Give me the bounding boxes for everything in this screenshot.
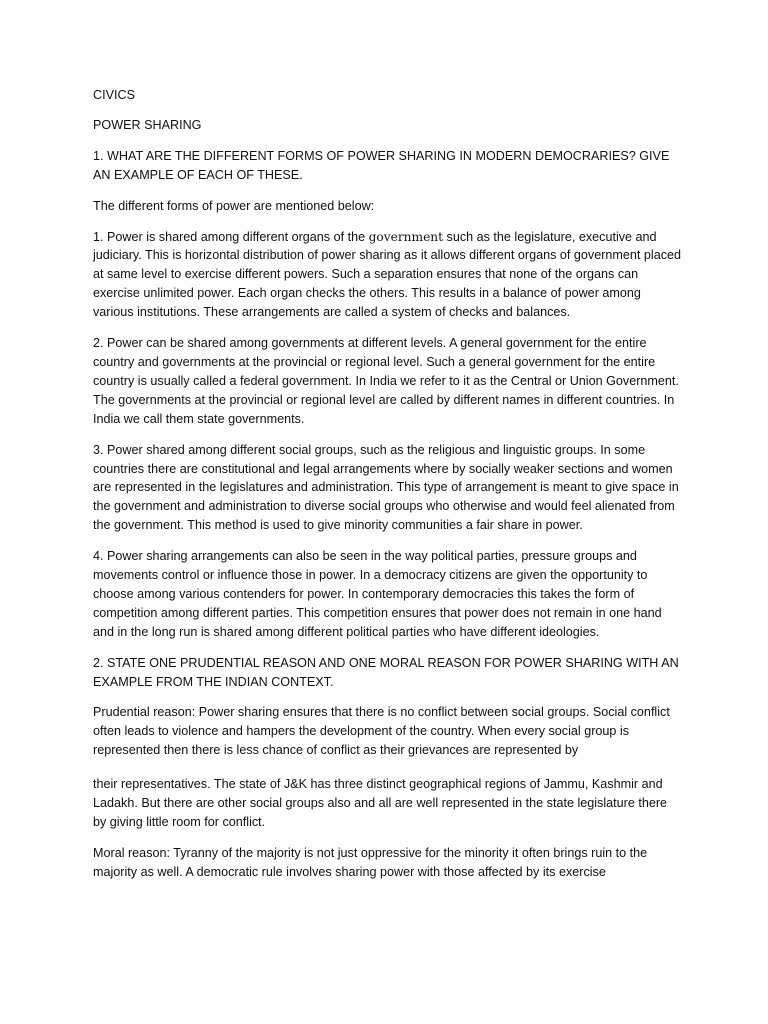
point-1-text-end: such as the legislature, executive and judiciary. This is horizontal distribution of power sharing as it allows different organs of government placed at same level to exercise different powers. Such a separation ensures that none of the organs can exercise unlimited power. Each organ checks the others. This results in a balance of power among various institutions. These arrangements are called a system of checks and balances. (93, 229, 682, 320)
point-1-paragraph (93, 228, 681, 323)
question-2: 2. STATE ONE PRUDENTIAL REASON AND ONE MORAL REASON FOR POWER SHARING WITH AN EXAMPLE FROM THE INDIAN CONTEXT. (93, 655, 679, 689)
point-3-paragraph: 3. Power shared among different social groups, such as the religious and linguistic groups. In some countries there are constitutional and legal arrangements where by socially weaker sections and women are represented in the legislatures and administration. This type of arrangement is meant to give space in the government and administration to diverse social groups who otherwise and would feel alienated from the government. This method is used to give minority communities a fair share in power. (93, 442, 679, 533)
point-1-serif-word: government (368, 229, 444, 244)
prudential-reason-paragraph: Prudential reason: Power sharing ensures that there is no conflict between social groups. Social conflict often leads to violence and hampers the development of the country. When every social group is represented then there is less chance of conflict as their grievances are represented by (93, 705, 670, 758)
subject-heading: CIVICS (93, 88, 135, 102)
chapter-heading: POWER SHARING (93, 117, 202, 132)
intro-paragraph: The different forms of power are mentioned below: (93, 198, 375, 213)
moral-reason-paragraph: Moral reason: Tyranny of the majority is not just oppressive for the minority it often brings ruin to the majority as well. A democratic rule involves sharing power with those affected by its exercise (93, 845, 648, 879)
question-1: 1. WHAT ARE THE DIFFERENT FORMS OF POWER SHARING IN MODERN DEMOCRARIES? GIVE AN EXAMPLE OF EACH OF THESE. (93, 148, 670, 182)
point-2-paragraph: 2. Power can be shared among governments at different levels. A general government for the entire country and governments at the provincial or regional level. Such a general government for the entire country is usually called a federal government. In India we refer to it as the Central or Union Government. The governments at the provincial or regional level are called by different names in different countries. In India we call them state governments. (93, 336, 679, 426)
prudential-reason-continued: their representatives. The state of J&K has three distinct geographical regions of Jammu, Kashmir and Ladakh. But there are other social groups also and all are well represented in the state legislature there by giving little room for conflict. (93, 777, 668, 829)
document-page (93, 86, 681, 894)
point-1-text-start: 1. Power is shared among different organs of the (93, 229, 369, 244)
point-4-paragraph: 4. Power sharing arrangements can also be seen in the way political parties, pressure groups and movements control or influence those in power. In a democracy citizens are given the opportunity to choose among various contenders for power. In contemporary democracies this takes the form of competition among different parties. This competition ensures that power does not remain in one hand and in the long run is shared among different political parties who have different ideologies. (93, 549, 662, 639)
